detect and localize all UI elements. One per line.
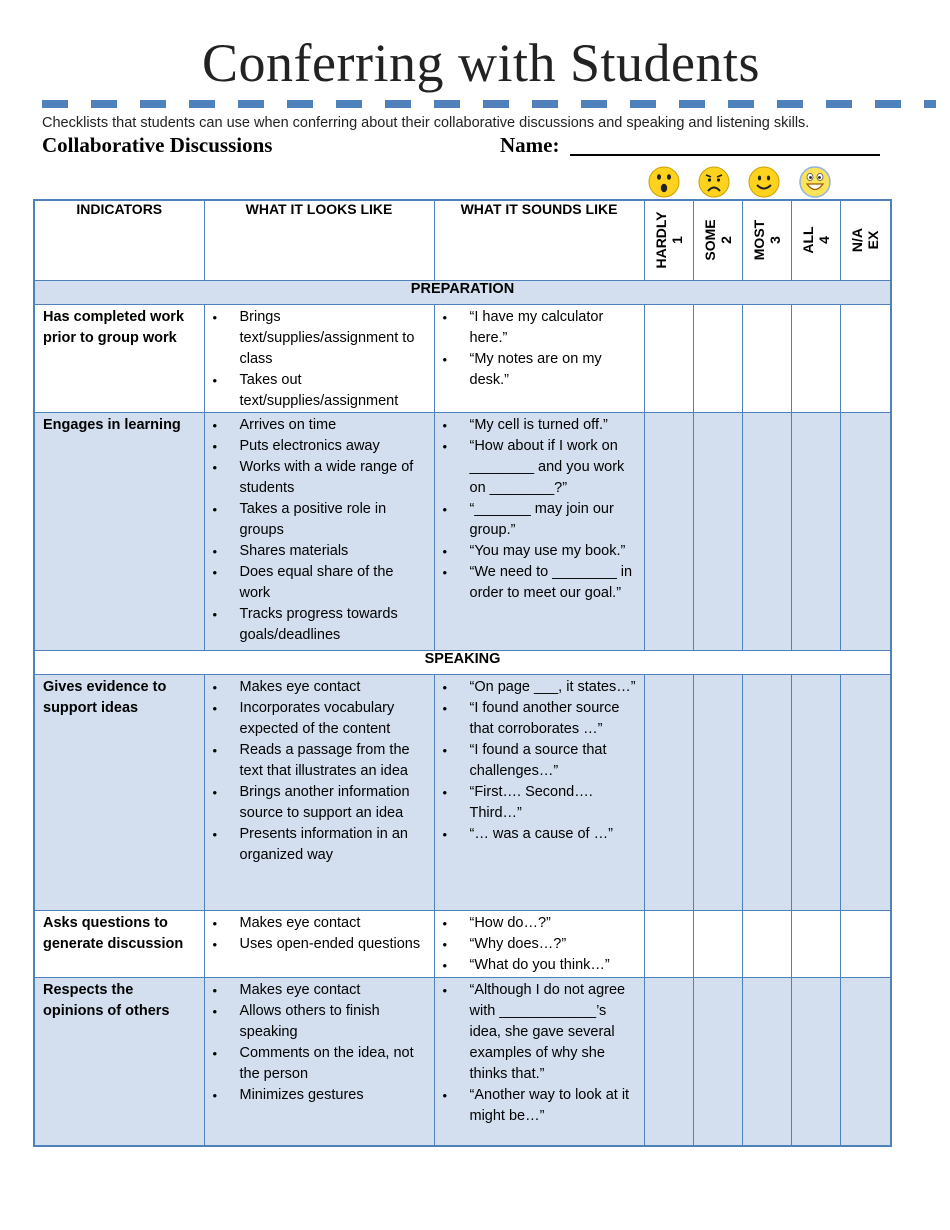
rating-cell[interactable]: [644, 910, 693, 977]
looks-cell: [204, 674, 434, 910]
list-item: • “Although I do not agree with ____________’s idea, she gave several examples of why she thinks that.”: [441, 980, 638, 1085]
list-item: • Makes eye contact: [211, 677, 428, 698]
list-item: • “… was a cause of …”: [441, 824, 638, 845]
name-field[interactable]: [570, 154, 880, 156]
list-item: • Presents information in an organized way: [211, 824, 428, 866]
looks-cell: [204, 304, 434, 412]
subtitle: Checklists that students can use when conferring about their collaborative discussions and speaking and listening skills.: [42, 115, 810, 131]
rating-cell[interactable]: [840, 977, 891, 1146]
list-item: • Takes a positive role in groups: [211, 499, 428, 541]
list-item: • “What do you think…”: [441, 955, 638, 976]
list-item: • Does equal share of the work: [211, 562, 428, 604]
sounds-cell: [434, 304, 644, 412]
indicator-cell: Has completed work prior to group work: [34, 304, 204, 412]
rating-cell[interactable]: [693, 412, 742, 650]
list-item: • Arrives on time: [211, 415, 428, 436]
rating-cell[interactable]: [791, 304, 840, 412]
rating-cell[interactable]: [644, 674, 693, 910]
rating-header-all: ALL 4: [791, 200, 840, 280]
rating-cell[interactable]: [742, 412, 791, 650]
list-item: • Allows others to finish speaking: [211, 1001, 428, 1043]
rating-header-some: SOME 2: [693, 200, 742, 280]
rating-cell[interactable]: [644, 412, 693, 650]
list-item: • “_______ may join our group.”: [441, 499, 638, 541]
table-row: [34, 977, 891, 1146]
sounds-cell: [434, 674, 644, 910]
list-item: • “First…. Second…. Third…”: [441, 782, 638, 824]
list-item: • Incorporates vocabulary expected of the content: [211, 698, 428, 740]
rating-cell[interactable]: [742, 977, 791, 1146]
list-item: • Minimizes gestures: [211, 1085, 428, 1106]
rating-header-na: N/A EX: [840, 200, 891, 280]
list-item: • Comments on the idea, not the person: [211, 1043, 428, 1085]
looks-cell: [204, 910, 434, 977]
list-item: • Tracks progress towards goals/deadlines: [211, 604, 428, 646]
looks-cell: [204, 412, 434, 650]
section-header-preparation: PREPARATION: [34, 280, 891, 304]
grinning-face-icon: [799, 166, 831, 198]
looks-cell: [204, 977, 434, 1146]
rating-cell[interactable]: [791, 910, 840, 977]
list-item: • Makes eye contact: [211, 913, 428, 934]
rating-cell[interactable]: [693, 910, 742, 977]
checklist-table: [33, 199, 892, 1147]
list-item: • Brings text/supplies/assignment to class: [211, 307, 428, 370]
rating-cell[interactable]: [693, 304, 742, 412]
table-row: [34, 910, 891, 977]
indicator-cell: Engages in learning: [34, 412, 204, 650]
rating-cell[interactable]: [840, 910, 891, 977]
sounds-header: WHAT IT SOUNDS LIKE: [434, 200, 644, 280]
list-item: • “Another way to look at it might be…”: [441, 1085, 638, 1127]
surprised-face-icon: [648, 166, 680, 198]
indicator-cell: Asks questions to generate discussion: [34, 910, 204, 977]
list-item: • Reads a passage from the text that illustrates an idea: [211, 740, 428, 782]
list-item: • “How do…?”: [441, 913, 638, 934]
sounds-cell: [434, 412, 644, 650]
smiling-face-icon: [748, 166, 780, 198]
indicators-header: INDICATORS: [34, 200, 204, 280]
list-item: • Works with a wide range of students: [211, 457, 428, 499]
looks-header: WHAT IT LOOKS LIKE: [204, 200, 434, 280]
indicator-cell: Respects the opinions of others: [34, 977, 204, 1146]
rating-cell[interactable]: [840, 304, 891, 412]
frowning-face-icon: [698, 166, 730, 198]
list-item: • “You may use my book.”: [441, 541, 638, 562]
rating-cell[interactable]: [742, 910, 791, 977]
list-item: • “We need to ________ in order to meet our goal.”: [441, 562, 638, 604]
list-item: • Makes eye contact: [211, 980, 428, 1001]
rating-cell[interactable]: [791, 977, 840, 1146]
section-name: Collaborative Discussions: [42, 133, 273, 157]
list-item: • “On page ___, it states…”: [441, 677, 638, 698]
list-item: • “My cell is turned off.”: [441, 415, 638, 436]
rating-cell[interactable]: [693, 977, 742, 1146]
sounds-cell: [434, 977, 644, 1146]
list-item: • Takes out text/supplies/assignment: [211, 370, 428, 412]
rating-header-most: MOST 3: [742, 200, 791, 280]
list-item: • Shares materials: [211, 541, 428, 562]
rating-cell[interactable]: [840, 674, 891, 910]
list-item: • “Why does…?”: [441, 934, 638, 955]
table-row: [34, 304, 891, 412]
rating-header-hardly: HARDLY 1: [644, 200, 693, 280]
rating-cell[interactable]: [644, 977, 693, 1146]
indicator-cell: Gives evidence to support ideas: [34, 674, 204, 910]
list-item: • “My notes are on my desk.”: [441, 349, 638, 391]
rating-cell[interactable]: [742, 674, 791, 910]
header-row: [34, 200, 891, 280]
table-row: [34, 412, 891, 650]
page-title: Conferring with Students: [202, 33, 760, 93]
table-row: [34, 674, 891, 910]
list-item: • “I found a source that challenges…”: [441, 740, 638, 782]
rating-cell[interactable]: [693, 674, 742, 910]
rating-cell[interactable]: [791, 412, 840, 650]
dashed-divider: [42, 100, 936, 108]
rating-cell[interactable]: [791, 674, 840, 910]
rating-cell[interactable]: [840, 412, 891, 650]
name-label: Name:: [500, 133, 560, 157]
list-item: • “I found another source that corroborates …”: [441, 698, 638, 740]
section-header-speaking: SPEAKING: [34, 650, 891, 674]
list-item: • Puts electronics away: [211, 436, 428, 457]
list-item: • Brings another information source to support an idea: [211, 782, 428, 824]
rating-cell[interactable]: [742, 304, 791, 412]
list-item: • “I have my calculator here.”: [441, 307, 638, 349]
list-item: • Uses open-ended questions: [211, 934, 428, 955]
sounds-cell: [434, 910, 644, 977]
rating-cell[interactable]: [644, 304, 693, 412]
list-item: • “How about if I work on ________ and you work on ________?”: [441, 436, 638, 499]
